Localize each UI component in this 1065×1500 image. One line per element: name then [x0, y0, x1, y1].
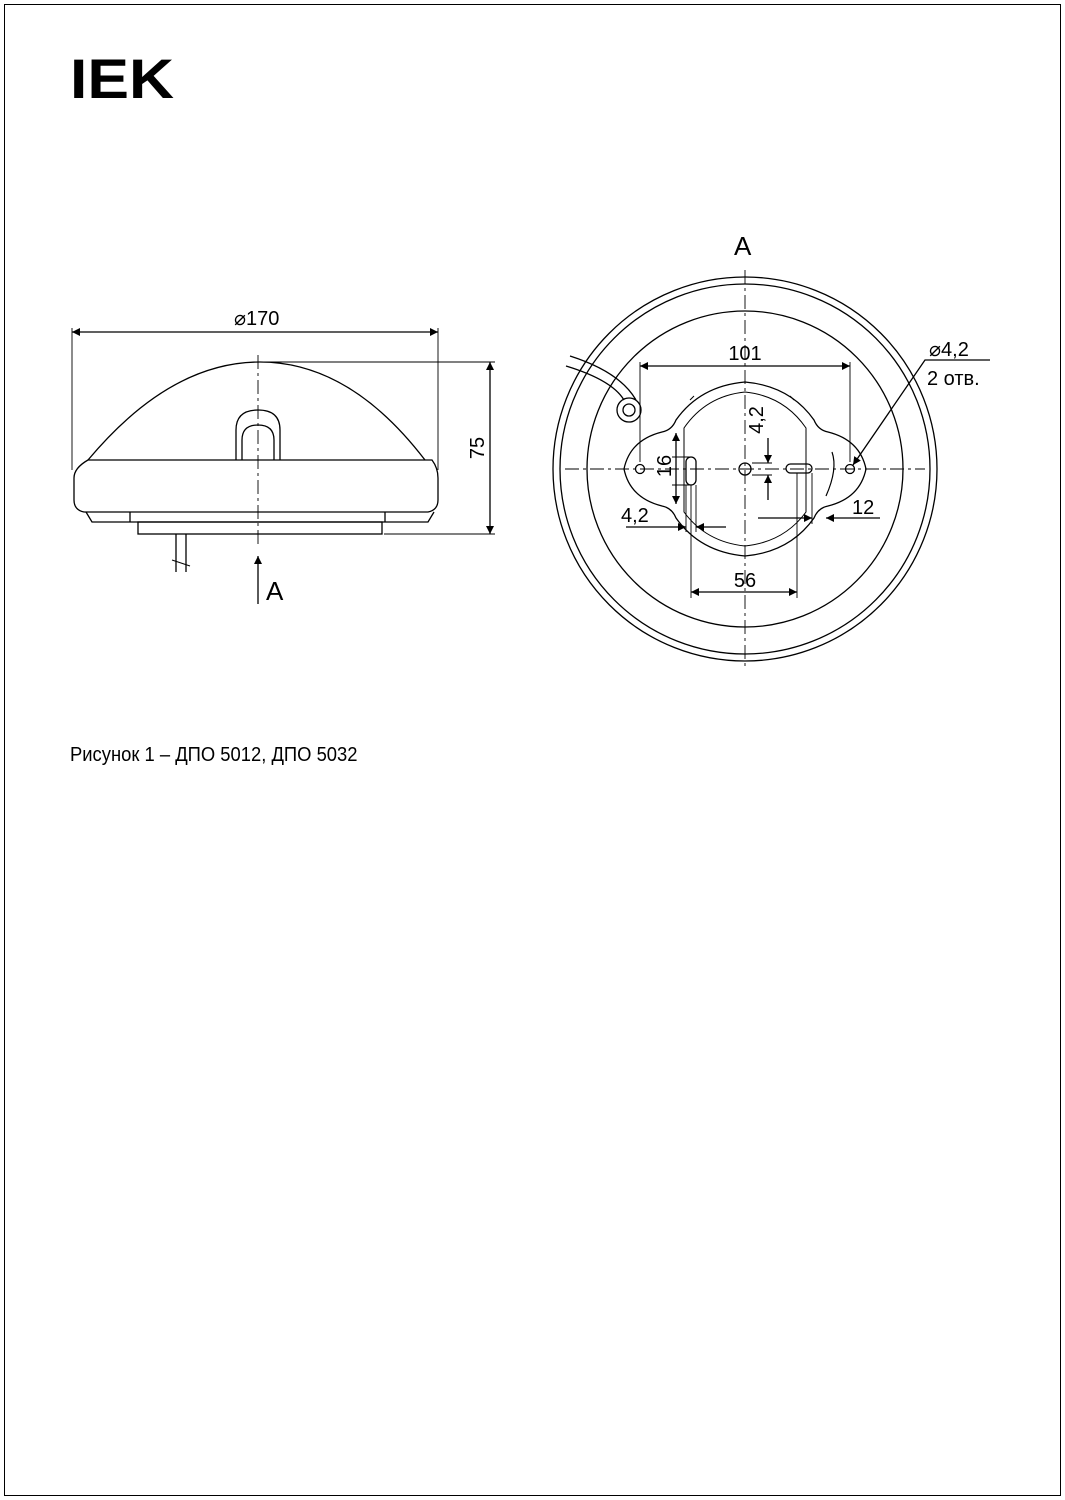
side-view [72, 328, 495, 604]
view-arrow-label: A [266, 576, 284, 606]
slot-left [686, 457, 696, 485]
iek-logo [70, 47, 174, 110]
center-hole-label: 4,2 [746, 406, 768, 434]
cable [176, 534, 186, 572]
slot-right [786, 464, 812, 473]
mounting-plate [138, 522, 382, 534]
bottom-view [553, 270, 990, 668]
logo-text: IEK [70, 47, 174, 110]
slot-width-label: 4,2 [621, 505, 649, 527]
height-label: 75 [467, 436, 489, 460]
slot-length-label: 16 [654, 454, 676, 478]
cable-gland [617, 398, 641, 422]
view-title: A [734, 231, 752, 261]
slot-offset-label: 12 [852, 497, 875, 519]
slot-spacing-label: 56 [733, 570, 757, 592]
diameter-label: ⌀170 [234, 308, 280, 330]
spacing-label: 101 [728, 343, 762, 365]
hole-count-label: 2 отв. [927, 368, 980, 390]
figure-caption: Рисунок 1 – ДПО 5012, ДПО 5032 [70, 744, 358, 766]
base-ring [74, 460, 438, 512]
dome-outline [88, 362, 425, 460]
hole-label: ⌀4,2 [929, 339, 969, 361]
base-lip [86, 512, 434, 522]
